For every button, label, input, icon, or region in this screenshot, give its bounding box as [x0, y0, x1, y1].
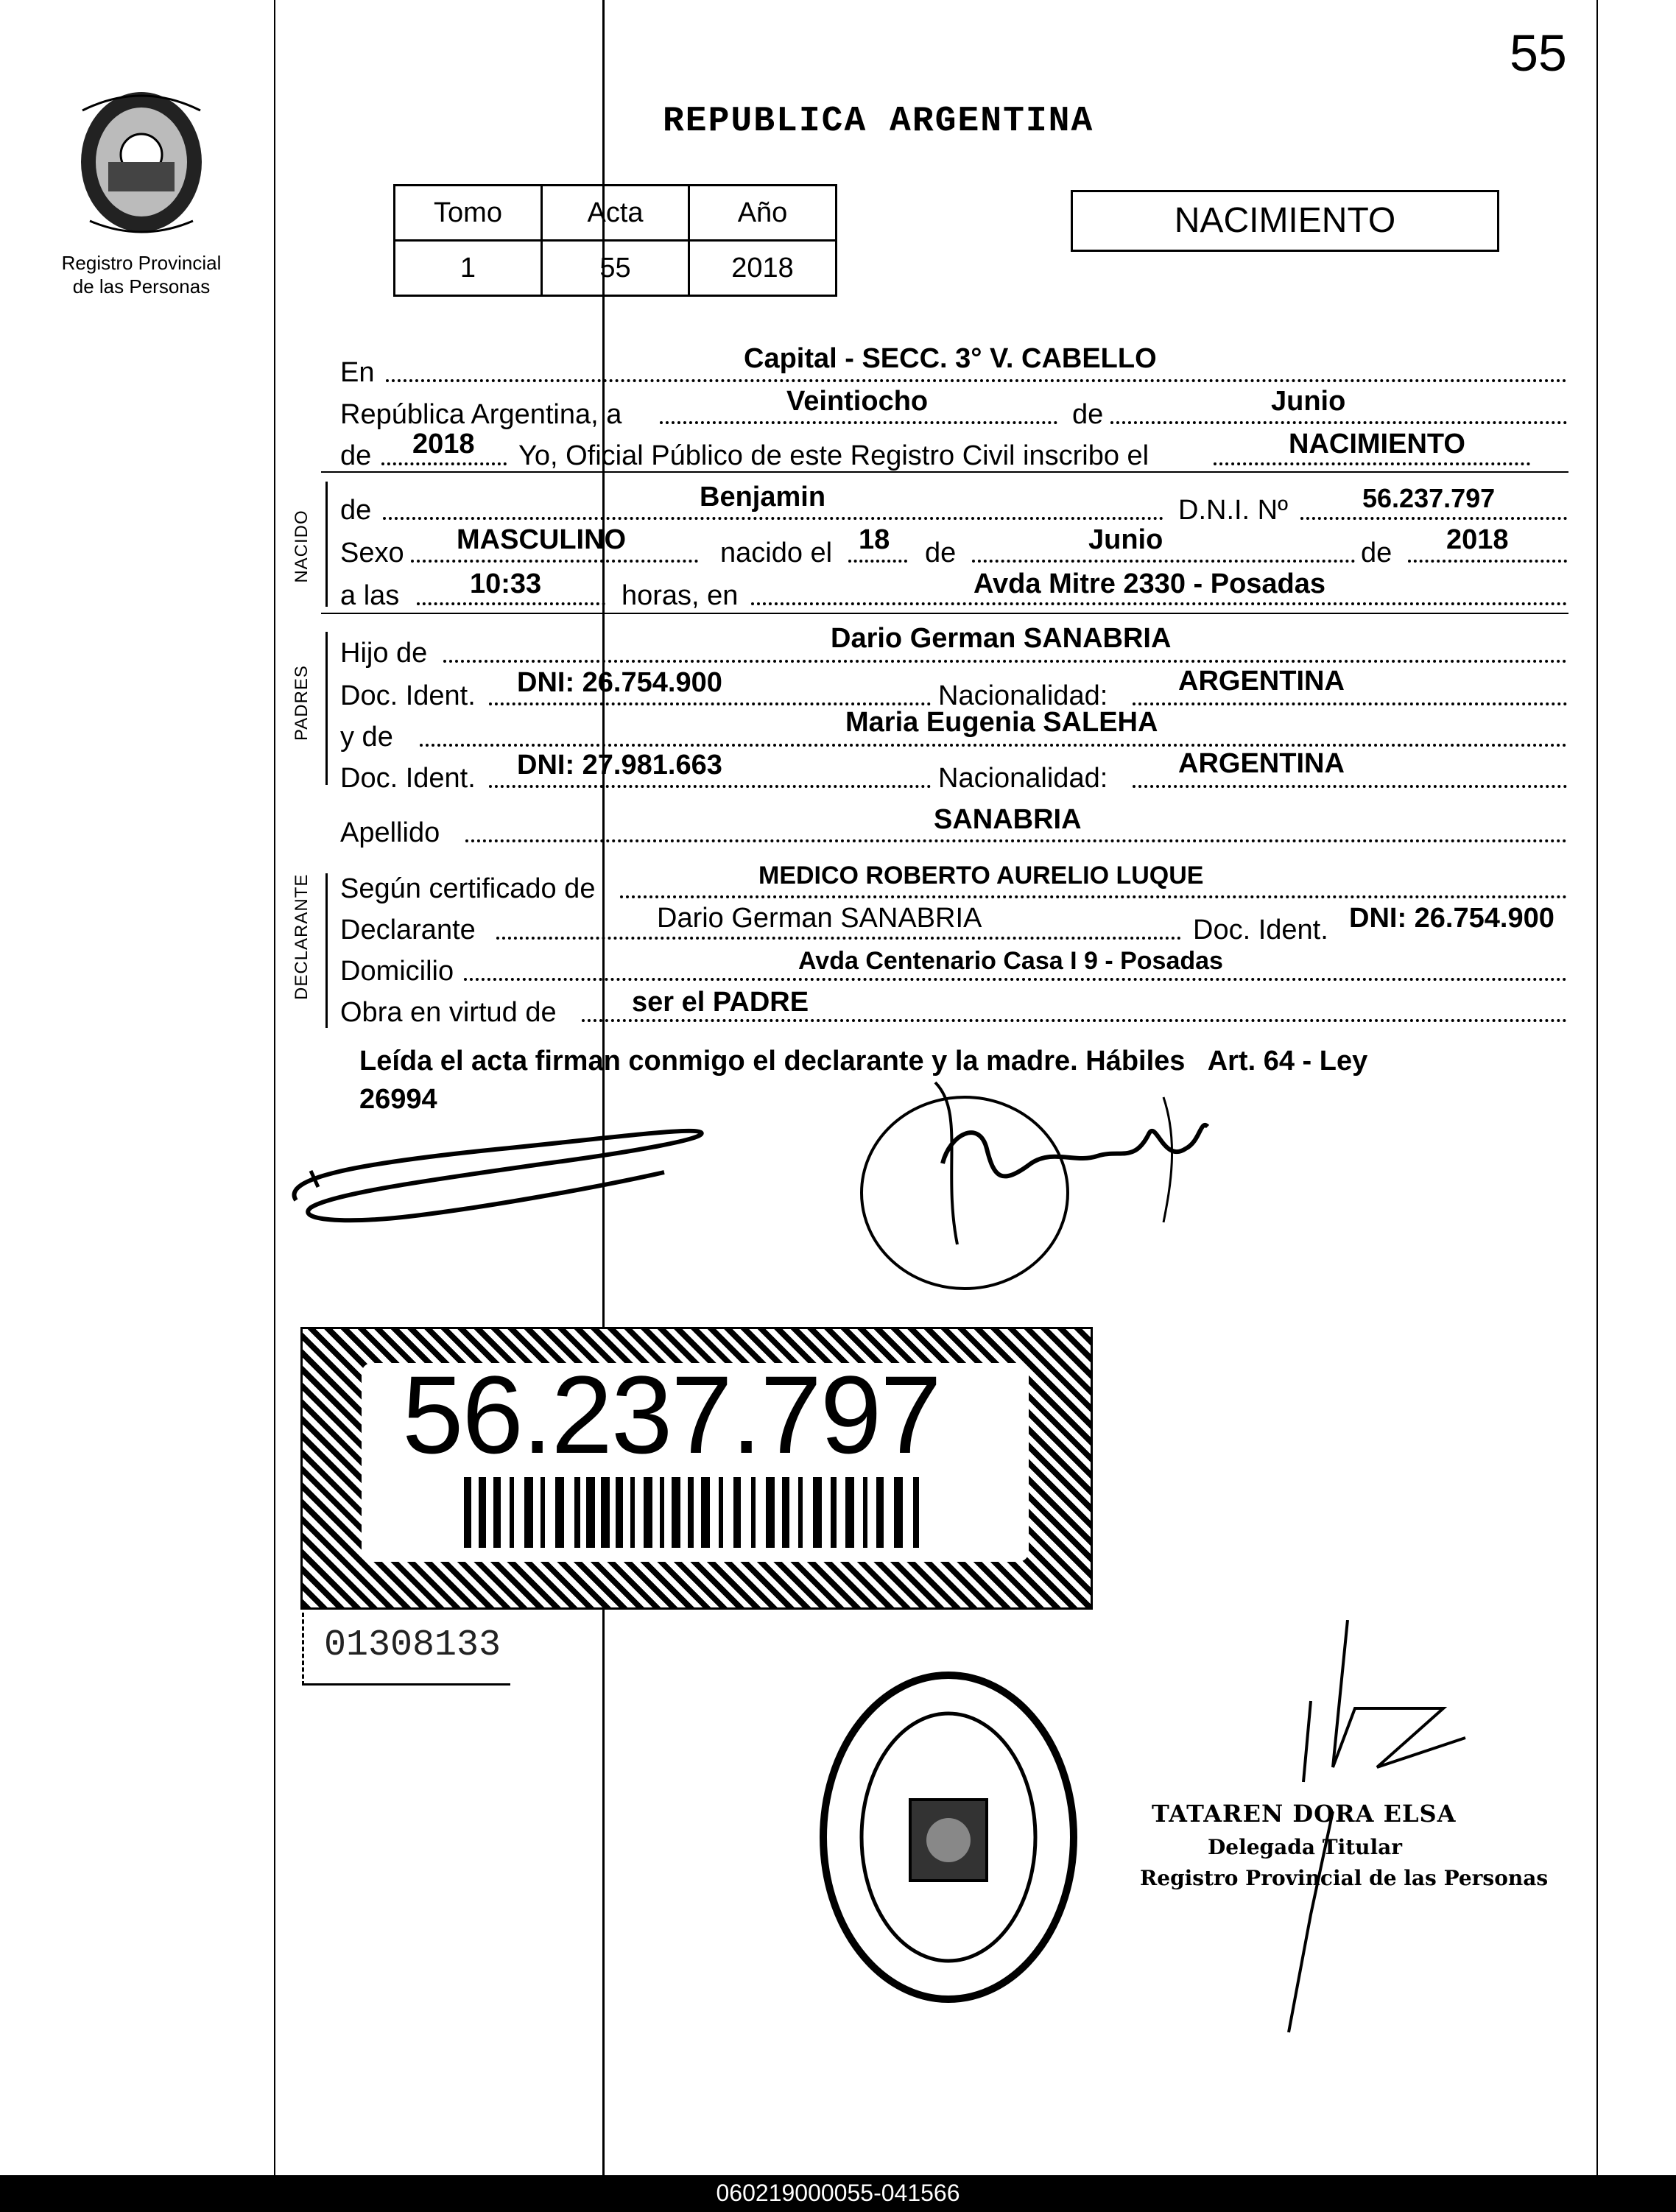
nac-anio-dots — [1408, 560, 1567, 563]
republica-label: República Argentina, a — [340, 399, 622, 430]
inscribo-dots — [1214, 462, 1530, 465]
madre-nac-dots — [1133, 785, 1567, 788]
side-label-declarante: DECLARANTE — [292, 873, 311, 1000]
nac-dia-value: 18 — [859, 524, 890, 555]
obra-label: Obra en virtud de — [340, 997, 557, 1028]
doc-ident-label-2: Doc. Ident. — [340, 763, 476, 794]
section-rule-1 — [321, 471, 1568, 473]
declarante-doc-value: DNI: 26.754.900 — [1349, 903, 1554, 934]
en-dots — [386, 379, 1567, 382]
horas-en-label: horas, en — [622, 580, 739, 611]
header-tomo: Tomo — [395, 186, 542, 241]
nombre-dots — [383, 517, 1163, 520]
domicilio-label: Domicilio — [340, 956, 454, 987]
padre-doc-dots — [489, 702, 931, 705]
de-label-3: de — [340, 495, 372, 526]
lugar-dots — [751, 602, 1567, 605]
record-type-box: NACIMIENTO — [1071, 190, 1499, 252]
de-label-2: de — [340, 440, 372, 471]
segun-value: MEDICO ROBERTO AURELIO LUQUE — [758, 862, 1204, 890]
dia-value: Veintiocho — [786, 386, 929, 417]
segun-label: Según certificado de — [340, 873, 596, 904]
value-tomo: 1 — [395, 241, 542, 296]
header-acta: Acta — [542, 186, 689, 241]
right-margin-line — [1596, 0, 1598, 2175]
declarante-label: Declarante — [340, 915, 476, 945]
nac-anio-value: 2018 — [1446, 524, 1509, 555]
footer-code: 060219000055-041566 — [716, 2180, 960, 2206]
apellido-label: Apellido — [340, 817, 440, 848]
padre-doc-value: DNI: 26.754.900 — [517, 667, 722, 698]
nacido-bracket — [325, 482, 328, 607]
a-las-label: a las — [340, 580, 400, 611]
declarante-value: Dario German SANABRIA — [657, 903, 982, 934]
y-de-label: y de — [340, 722, 393, 753]
padre-value: Dario German SANABRIA — [831, 623, 1172, 654]
nac-mes-dots — [972, 560, 1355, 563]
left-margin-line — [274, 0, 275, 2175]
barcode — [464, 1477, 935, 1548]
apellido-dots — [465, 839, 1567, 842]
domicilio-value: Avda Centenario Casa I 9 - Posadas — [798, 947, 1223, 975]
segun-dots — [620, 895, 1567, 898]
official-name: TATAREN DORA ELSA — [1152, 1800, 1457, 1828]
nombre-value: Benjamin — [700, 482, 826, 513]
closing-line-2: 26994 — [359, 1084, 437, 1115]
hora-dots — [417, 602, 605, 605]
padre-nac-value: ARGENTINA — [1178, 666, 1345, 697]
dni-value: 56.237.797 — [1362, 483, 1496, 513]
nac-dia-dots — [848, 560, 907, 563]
de-label-1: de — [1072, 399, 1104, 430]
fold-line — [602, 0, 605, 2175]
hijo-de-label: Hijo de — [340, 638, 428, 669]
obra-dots — [582, 1019, 1567, 1022]
inscribo-label: Yo, Oficial Público de este Registro Civil inscribo el — [518, 440, 1149, 471]
nacionalidad-label-2: Nacionalidad: — [938, 763, 1108, 794]
de-label-5: de — [1361, 538, 1392, 568]
dni-label: D.N.I. Nº — [1178, 495, 1288, 526]
registry-line-2: de las Personas — [72, 275, 211, 297]
padre-nac-dots — [1133, 702, 1567, 705]
sexo-label: Sexo — [340, 538, 404, 568]
madre-doc-value: DNI: 27.981.663 — [517, 750, 722, 781]
province-logo — [68, 81, 215, 250]
dni-dots — [1300, 517, 1567, 520]
sexo-value: MASCULINO — [457, 524, 627, 555]
mes-dots — [1110, 421, 1567, 424]
section-rule-2 — [321, 613, 1568, 614]
record-table — [393, 184, 837, 297]
inscribo-value: NACIMIENTO — [1289, 429, 1465, 459]
madre-doc-dots — [489, 785, 931, 788]
official-office: Registro Provincial de las Personas — [1140, 1866, 1549, 1890]
nacionalidad-label-1: Nacionalidad: — [938, 680, 1108, 711]
lugar-value: Avda Mitre 2330 - Posadas — [973, 568, 1326, 599]
nacido-el-label: nacido el — [720, 538, 833, 568]
de-label-4: de — [925, 538, 957, 568]
side-label-nacido: NACIDO — [292, 510, 311, 583]
header-anio: Año — [689, 186, 837, 241]
en-label: En — [340, 357, 375, 388]
doc-ident-label-1: Doc. Ident. — [340, 680, 476, 711]
sexo-dots — [411, 560, 698, 563]
official-signature — [1222, 1620, 1532, 2047]
dia-dots — [660, 421, 1057, 424]
mes-value: Junio — [1271, 386, 1346, 417]
nac-mes-value: Junio — [1088, 524, 1163, 555]
mother-signature — [854, 1053, 1237, 1296]
padre-dots — [443, 660, 1567, 663]
side-label-padres: PADRES — [292, 665, 311, 741]
anio-value: 2018 — [412, 429, 475, 459]
madre-dots — [420, 744, 1567, 747]
obra-value: ser el PADRE — [632, 987, 809, 1018]
barcode-number: 56.237.797 — [402, 1353, 940, 1476]
hora-value: 10:33 — [470, 568, 542, 599]
country-title: REPUBLICA ARGENTINA — [663, 102, 1094, 141]
en-value: Capital - SECC. 3° V. CABELLO — [744, 343, 1157, 374]
declarante-dots — [496, 937, 1181, 940]
madre-value: Maria Eugenia SALEHA — [845, 707, 1158, 738]
madre-nac-value: ARGENTINA — [1178, 748, 1345, 779]
apellido-value: SANABRIA — [934, 804, 1082, 835]
page-number: 55 — [1510, 24, 1567, 82]
value-anio: 2018 — [689, 241, 837, 296]
doc-ident-label-3: Doc. Ident. — [1193, 915, 1328, 945]
padres-bracket — [325, 632, 328, 785]
anio-dots — [381, 462, 507, 465]
closing-line-1: Leída el acta firman conmigo el declarante y la madre. Hábiles Art. 64 - Ley — [359, 1046, 1368, 1077]
serial-number: 01308133 — [324, 1624, 501, 1666]
registry-line-1: Registro Provincial — [61, 252, 222, 274]
official-title: Delegada Titular — [1208, 1835, 1403, 1859]
value-acta: 55 — [542, 241, 689, 296]
declarant-signature — [267, 1090, 723, 1237]
domicilio-dots — [464, 978, 1567, 981]
declarante-bracket — [325, 873, 328, 1028]
registry-seal — [816, 1667, 1081, 2007]
